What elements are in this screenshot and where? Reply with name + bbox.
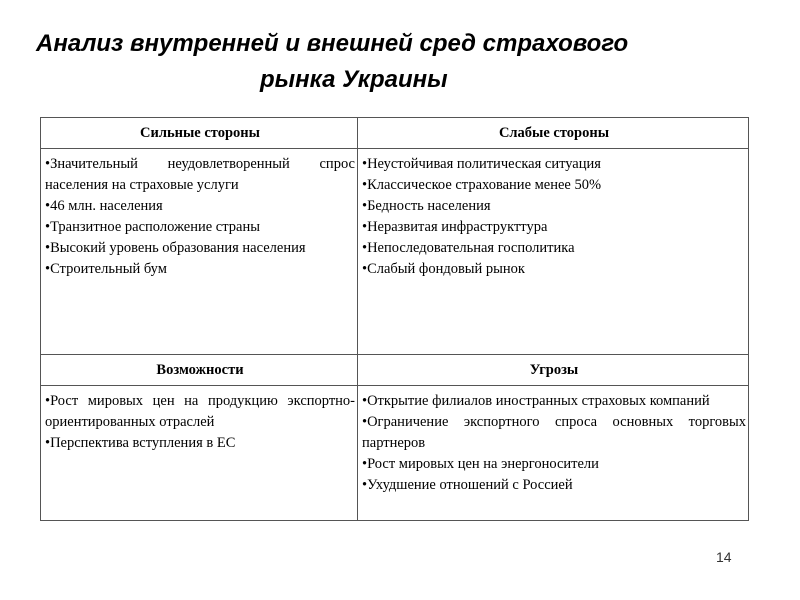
slide-title-line2: рынка Украины — [260, 66, 448, 93]
list-item: • Открытие филиалов иностранных страховых компаний — [362, 391, 746, 412]
list-item: • Строительный бум — [45, 259, 355, 280]
list-item: • Рост мировых цен на продукцию экспортно-ориентированных отраслей — [45, 391, 355, 433]
list-item: • Неразвитая инфраструкттура — [362, 217, 746, 238]
list-item: • Неустойчивая политическая ситуация — [362, 154, 746, 175]
list-item: • Высокий уровень образования населения — [45, 238, 355, 259]
swot-table — [40, 117, 749, 521]
list-item: • Классическое страхование менее 50% — [362, 175, 746, 196]
list-item: • Рост мировых цен на энергоносители — [362, 454, 746, 475]
strengths-header: Сильные стороны — [41, 118, 358, 149]
threats-cell — [358, 386, 749, 521]
list-item: • Слабый фондовый рынок — [362, 259, 746, 280]
threats-header: Угрозы — [358, 355, 749, 386]
list-item: • Транзитное расположение страны — [45, 217, 355, 238]
list-item: • Ухудшение отношений с Россией — [362, 475, 746, 496]
list-item: • Значительный неудовлетворенный спрос населения на страховые услуги — [45, 154, 355, 196]
list-item: • Непоследовательная госполитика — [362, 238, 746, 259]
list-item: • Бедность населения — [362, 196, 746, 217]
list-item: • Ограничение экспортного спроса основных торговых партнеров — [362, 412, 746, 454]
slide-title-line1: Анализ внутренней и внешней сред страхового — [36, 30, 629, 57]
weaknesses-cell — [358, 149, 749, 355]
strengths-cell — [41, 149, 358, 355]
list-item: • 46 млн. населения — [45, 196, 355, 217]
list-item: • Перспектива вступления в ЕС — [45, 433, 355, 454]
weaknesses-header: Слабые стороны — [358, 118, 749, 149]
opportunities-header: Возможности — [41, 355, 358, 386]
page-number: 14 — [716, 549, 732, 565]
opportunities-cell — [41, 386, 358, 521]
